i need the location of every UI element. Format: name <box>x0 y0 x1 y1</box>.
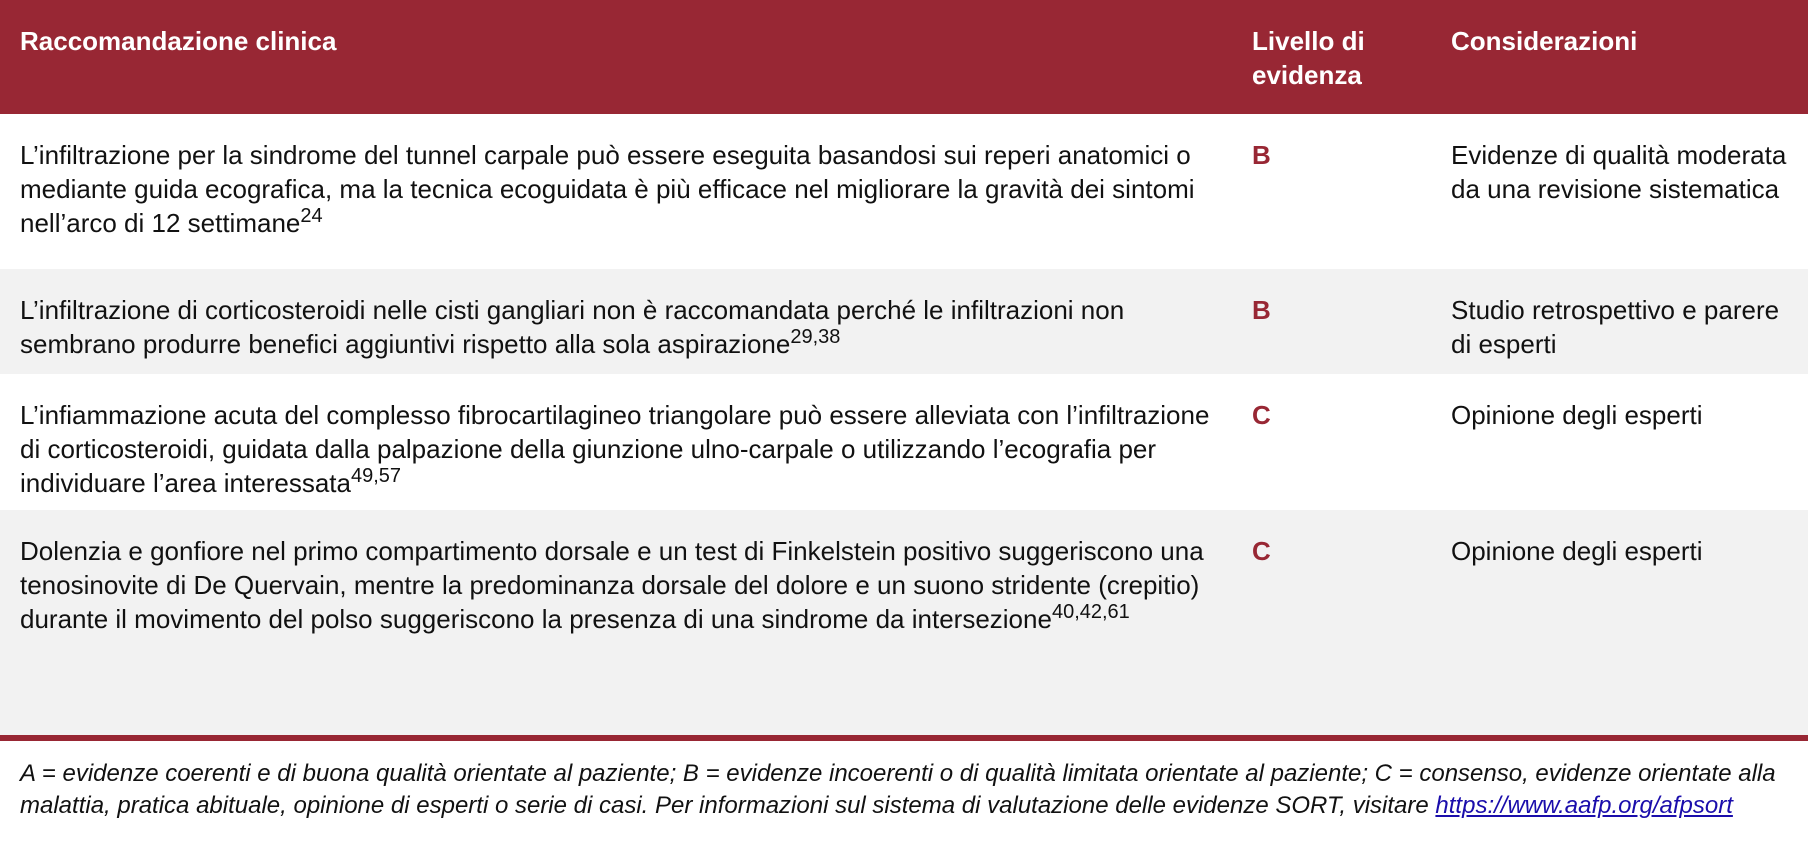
table-row <box>0 374 1808 510</box>
sort-footnote <box>0 741 1808 822</box>
header-recommendation: Raccomandazione clinica <box>20 26 337 56</box>
table-row <box>0 114 1808 269</box>
recommendation-text: Dolenzia e gonfiore nel primo compartimento dorsale e un test di Finkelstein positivo suggeriscono una tenosinovite di De Quervain, mentre la predominanza dorsale del dolore e un suono stridente (crepitio) durante il movimento del polso suggeriscono la presenza di una sindrome da intersezione <box>20 536 1204 634</box>
evidence-level: C <box>1252 536 1271 566</box>
reference-superscript: 49,57 <box>350 465 402 487</box>
consideration-cell: Opinione degli esperti <box>1451 536 1703 566</box>
reference-superscript: 24 <box>300 205 323 227</box>
recommendation-text: L’infiltrazione di corticosteroidi nelle cisti gangliari non è raccomandata perché le infiltrazioni non sembrano produrre benefici aggiuntivi rispetto alla sola aspirazione <box>20 295 1125 359</box>
footnote-text: A = evidenze coerenti e di buona qualità orientate al paziente; B = evidenze incoerenti o di qualità limitata orientate al paziente; C = consenso, evidenze orientate alla malattia, pratica abituale, opinione di esperti o serie di casi. Per informazioni sul sistema di valutazione delle evidenze SORT, visitare <box>20 760 1776 819</box>
evidence-level: B <box>1252 295 1271 325</box>
sort-link[interactable]: https://www.aafp.org/afpsort <box>1435 792 1733 819</box>
table-row <box>0 510 1808 735</box>
reference-superscript: 40,42,61 <box>1051 601 1130 623</box>
consideration-cell: Opinione degli esperti <box>1451 400 1703 430</box>
recommendation-text: L’infiltrazione per la sindrome del tunnel carpale può essere eseguita basandosi sui reperi anatomici o mediante guida ecografica, ma la tecnica ecoguidata è più efficace nel migliorare la gravità dei sintomi nell’arco di 12 settimane <box>20 140 1195 238</box>
header-considerations: Considerazioni <box>1451 26 1638 56</box>
recommendation-cell <box>0 398 1252 510</box>
table-row <box>0 269 1808 374</box>
table-header <box>0 0 1808 114</box>
consideration-cell: Studio retrospettivo e parere di esperti <box>1451 295 1780 359</box>
evidence-level: B <box>1252 140 1271 170</box>
header-evidence-level <box>1252 24 1451 114</box>
recommendation-cell <box>0 293 1252 374</box>
reference-superscript: 29,38 <box>790 326 841 348</box>
evidence-level: C <box>1252 400 1271 430</box>
recommendation-cell <box>0 138 1252 269</box>
header-evidence-line1: Livello di <box>1252 26 1365 56</box>
consideration-cell: Evidenze di qualità moderata da una revisione sistematica <box>1451 140 1787 204</box>
recommendation-text: L’infiammazione acuta del complesso fibrocartilagineo triangolare può essere alleviata con l’infiltrazione di corticosteroidi, guidata dalla palpazione della giunzione ulno-carpale o utilizzando l’ecografia per individuare l’area interessata <box>20 400 1210 498</box>
header-evidence-line2: evidenza <box>1252 60 1362 90</box>
recommendation-cell <box>0 534 1252 735</box>
